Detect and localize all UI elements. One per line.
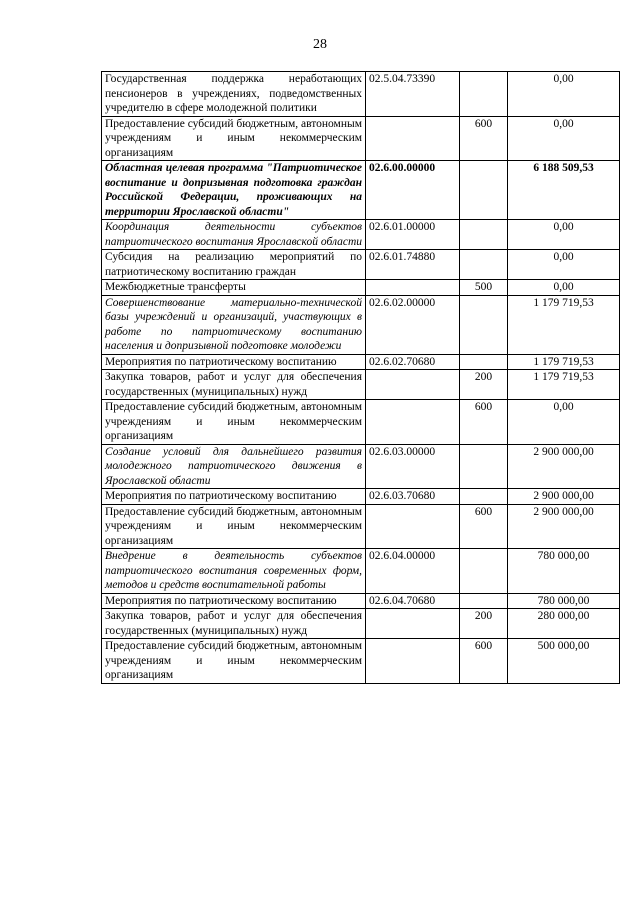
row-expense-type [460,593,508,609]
row-code [366,116,460,161]
row-sum: 0,00 [508,250,620,280]
row-expense-type [460,549,508,594]
row-code: 02.6.00.00000 [366,161,460,220]
table-row [102,116,620,161]
table-row [102,609,620,639]
table-row [102,639,620,684]
row-expense-type [460,161,508,220]
row-expense-type: 200 [460,609,508,639]
table-row-subprogram [102,220,620,250]
row-sum: 1 179 719,53 [508,354,620,370]
table-row [102,370,620,400]
row-name: Мероприятия по патриотическому воспитанию [102,593,366,609]
row-expense-type [460,444,508,489]
table-row [102,489,620,505]
row-name: Субсидия на реализацию мероприятий по патриотическому воспитанию граждан [102,250,366,280]
row-name: Межбюджетные трансферты [102,280,366,296]
row-expense-type: 200 [460,370,508,400]
row-name: Государственная поддержка неработающих пенсионеров в учреждениях, подведомственных учредителю в сфере молодежной политики [102,72,366,117]
table-row-program [102,161,620,220]
row-sum: 0,00 [508,72,620,117]
row-sum: 280 000,00 [508,609,620,639]
row-code: 02.6.01.74880 [366,250,460,280]
row-sum: 2 900 000,00 [508,504,620,549]
row-sum: 0,00 [508,116,620,161]
row-name: Предоставление субсидий бюджетным, автономным учреждениям и иным некоммерческим организациям [102,116,366,161]
page-number: 28 [313,37,327,52]
row-expense-type [460,250,508,280]
table-row [102,400,620,445]
row-code: 02.6.01.00000 [366,220,460,250]
row-name: Областная целевая программа "Патриотическое воспитание и допризывная подготовка граждан Российской Федерации, проживающих на территории Ярославской области" [102,161,366,220]
row-sum: 780 000,00 [508,593,620,609]
row-sum: 780 000,00 [508,549,620,594]
table-row-subprogram [102,295,620,354]
row-code: 02.6.02.70680 [366,354,460,370]
row-sum: 1 179 719,53 [508,295,620,354]
row-name: Предоставление субсидий бюджетным, автономным учреждениям и иным некоммерческим организациям [102,639,366,684]
row-code [366,504,460,549]
row-expense-type [460,489,508,505]
row-code [366,400,460,445]
row-code [366,639,460,684]
row-name: Мероприятия по патриотическому воспитанию [102,489,366,505]
table-row-subprogram [102,549,620,594]
row-code: 02.6.02.00000 [366,295,460,354]
table-row [102,504,620,549]
row-name: Предоставление субсидий бюджетным, автономным учреждениям и иным некоммерческим организациям [102,400,366,445]
row-expense-type: 600 [460,639,508,684]
budget-table [101,71,620,684]
table-row-subprogram [102,444,620,489]
row-sum: 0,00 [508,280,620,296]
table-row [102,280,620,296]
row-name: Закупка товаров, работ и услуг для обеспечения государственных (муниципальных) нужд [102,370,366,400]
row-code: 02.6.04.70680 [366,593,460,609]
row-expense-type [460,220,508,250]
row-expense-type [460,354,508,370]
row-name: Предоставление субсидий бюджетным, автономным учреждениям и иным некоммерческим организациям [102,504,366,549]
row-name: Координация деятельности субъектов патриотического воспитания Ярославской области [102,220,366,250]
row-name: Закупка товаров, работ и услуг для обеспечения государственных (муниципальных) нужд [102,609,366,639]
row-expense-type [460,295,508,354]
row-code: 02.5.04.73390 [366,72,460,117]
table-row [102,250,620,280]
row-sum: 0,00 [508,400,620,445]
row-expense-type [460,72,508,117]
row-name: Внедрение в деятельность субъектов патриотического воспитания современных форм, методов и средств воспитательной работы [102,549,366,594]
row-sum: 0,00 [508,220,620,250]
row-code: 02.6.03.70680 [366,489,460,505]
row-sum: 6 188 509,53 [508,161,620,220]
row-code [366,370,460,400]
row-sum: 1 179 719,53 [508,370,620,400]
row-expense-type: 600 [460,504,508,549]
row-code: 02.6.03.00000 [366,444,460,489]
row-sum: 500 000,00 [508,639,620,684]
row-code [366,280,460,296]
row-sum: 2 900 000,00 [508,444,620,489]
row-expense-type: 600 [460,400,508,445]
row-expense-type: 500 [460,280,508,296]
row-name: Создание условий для дальнейшего развития молодежного патриотического движения в Ярославской области [102,444,366,489]
table-row [102,593,620,609]
row-sum: 2 900 000,00 [508,489,620,505]
table-row [102,354,620,370]
row-code [366,609,460,639]
row-code: 02.6.04.00000 [366,549,460,594]
row-name: Совершенствование материально-технической базы учреждений и организаций, участвующих в работе по патриотическому воспитанию населения и допризывной подготовке молодежи [102,295,366,354]
row-name: Мероприятия по патриотическому воспитанию [102,354,366,370]
table-row [102,72,620,117]
row-expense-type: 600 [460,116,508,161]
